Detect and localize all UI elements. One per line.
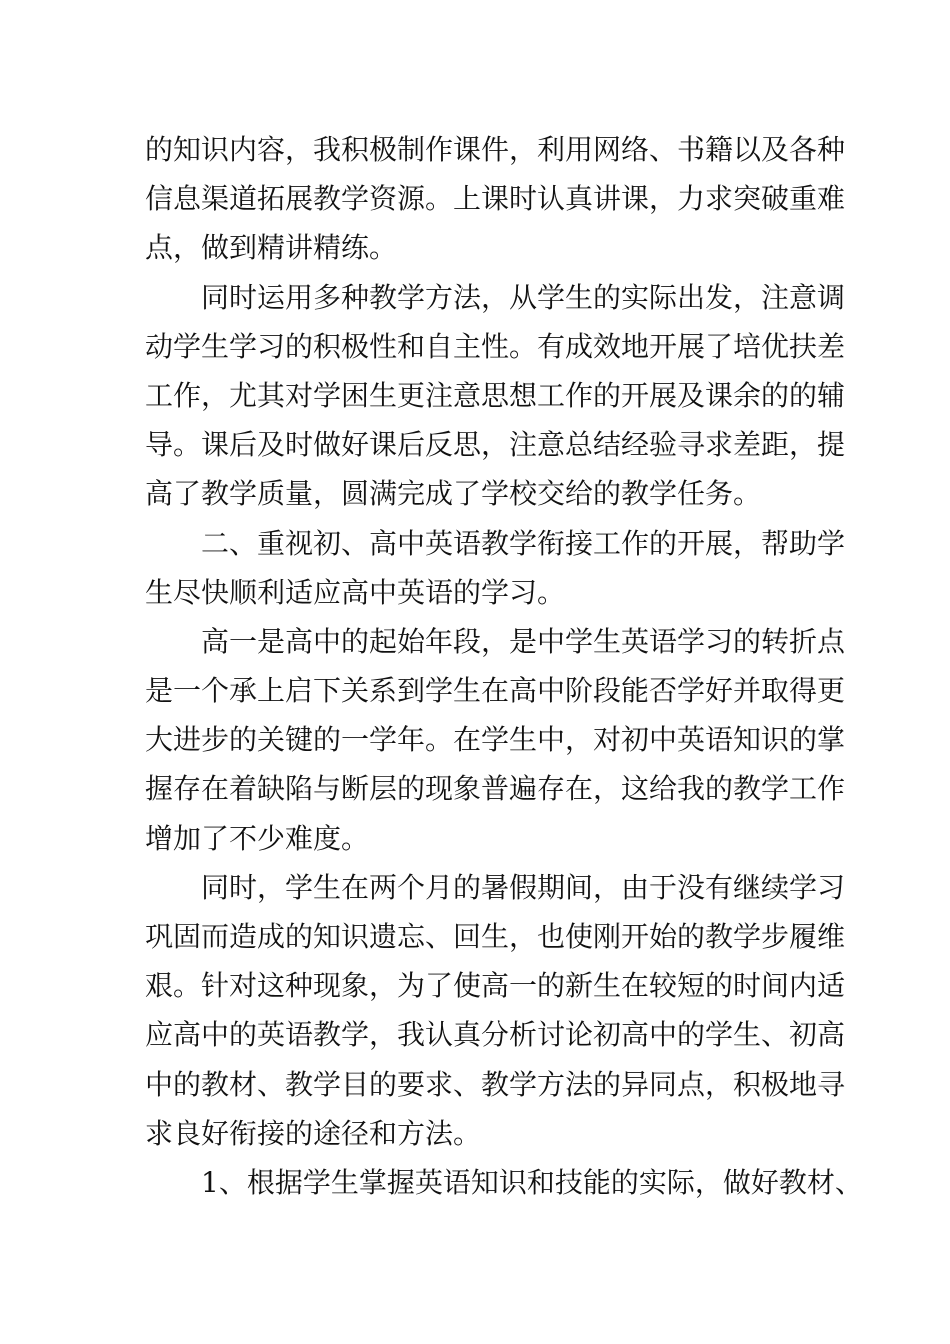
text-line: 大进步的关键的一学年。在学生中，对初中英语知识的掌 bbox=[145, 723, 846, 757]
text-line: 点，做到精讲精练。 bbox=[145, 231, 398, 265]
text-line: 高了教学质量，圆满完成了学校交给的教学任务。 bbox=[145, 477, 762, 511]
paragraph bbox=[145, 519, 846, 617]
text-line: 是一个承上启下关系到学生在高中阶段能否学好并取得更 bbox=[145, 674, 846, 708]
text-line: 巩固而造成的知识遗忘、回生，也使刚开始的教学步履维 bbox=[145, 920, 846, 953]
text-line: 同时，学生在两个月的暑假期间，由于没有继续学习 bbox=[201, 870, 846, 904]
paragraph bbox=[145, 617, 846, 863]
text-line: 增加了不少难度。 bbox=[145, 821, 370, 855]
text-line: 同时运用多种教学方法，从学生的实际出发，注意调 bbox=[201, 280, 846, 314]
paragraph bbox=[145, 1158, 863, 1207]
text-line: 求良好衔接的途径和方法。 bbox=[145, 1116, 482, 1150]
text-line: 的知识内容，我积极制作课件，利用网络、书籍以及各种 bbox=[145, 133, 846, 166]
text-line: 握存在着缺陷与断层的现象普遍存在，这给我的教学工作 bbox=[145, 772, 846, 806]
text-line: 高一是高中的起始年段，是中学生英语学习的转折点 bbox=[201, 624, 846, 658]
text-line: 应高中的英语教学，我认真分析讨论初高中的学生、初高 bbox=[145, 1018, 846, 1052]
text-line: 生尽快顺利适应高中英语的学习。 bbox=[145, 575, 566, 609]
text-line: 导。课后及时做好课后反思，注意总结经验寻求差距，提 bbox=[145, 428, 846, 462]
text-line: 1、根据学生掌握英语知识和技能的实际，做好教材、 bbox=[201, 1165, 863, 1199]
paragraph bbox=[145, 125, 846, 273]
text-line: 艰。针对这种现象，为了使高一的新生在较短的时间内适 bbox=[145, 969, 846, 1003]
paragraph bbox=[145, 273, 846, 519]
text-line: 工作，尤其对学困生更注意思想工作的开展及课余的的辅 bbox=[145, 378, 846, 412]
paragraph bbox=[145, 863, 846, 1158]
text-line: 信息渠道拓展教学资源。上课时认真讲课，力求突破重难 bbox=[145, 182, 846, 216]
document-body bbox=[145, 125, 863, 1207]
text-line: 中的教材、教学目的要求、教学方法的异同点，积极地寻 bbox=[145, 1067, 846, 1101]
text-line: 动学生学习的积极性和自主性。有成效地开展了培优扶差 bbox=[145, 329, 846, 363]
text-line: 二、重视初、高中英语教学衔接工作的开展，帮助学 bbox=[201, 526, 846, 560]
